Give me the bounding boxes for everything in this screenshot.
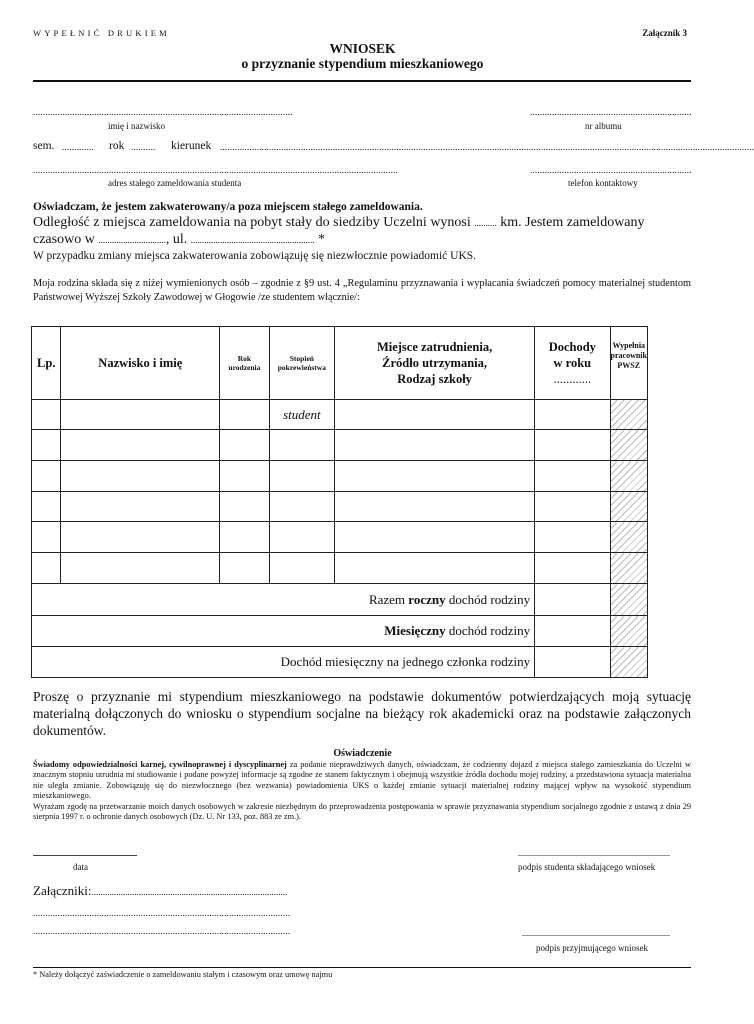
cell-lp[interactable] (32, 492, 61, 522)
attachments-line (33, 883, 287, 899)
cell-birth[interactable] (220, 461, 269, 492)
fill-instruction: WYPEŁNIĆ DRUKIEM (33, 28, 170, 38)
cell-name[interactable] (61, 430, 220, 461)
cell-name[interactable] (61, 553, 220, 584)
cell-workplace[interactable] (335, 492, 535, 522)
monthly-income-value[interactable] (535, 616, 610, 647)
attachment-field-2[interactable]: ......................................................................................................... (33, 908, 291, 918)
cell-workplace[interactable] (335, 553, 535, 584)
per-member-income-label: Dochód miesięczny na jednego członka rodziny (32, 647, 535, 678)
income-year-field[interactable]: ............ (553, 372, 592, 386)
cell-birth[interactable] (220, 522, 269, 553)
annual-income-row (32, 584, 648, 616)
cell-lp[interactable] (32, 430, 61, 461)
name-field[interactable]: .......................................................................................................... (33, 107, 293, 117)
header-income (535, 327, 610, 400)
monthly-income-row (32, 616, 648, 647)
change-notice: W przypadku zmiany miejsca zakwaterowania zobowiązuję się niezwłocznie powiadomić UKS. (33, 250, 477, 262)
cell-name[interactable] (61, 492, 220, 522)
footnote-marker: * (317, 232, 325, 247)
statement-bold-lead: Świadomy odpowiedzialności karnej, cywilnoprawnej i dyscyplinarnej (33, 760, 287, 769)
cell-staff (610, 430, 647, 461)
field-of-study-label: kierunek (171, 140, 212, 152)
cell-income[interactable] (535, 400, 610, 430)
header-income-label: Dochody w roku (548, 340, 596, 370)
header-staff-column: Wypełnia pracownik PWSZ (610, 327, 647, 400)
attachments-label: Załączniki: (33, 883, 92, 898)
table-row (32, 430, 648, 461)
cell-name[interactable] (61, 400, 220, 430)
cell-workplace[interactable] (335, 430, 535, 461)
annual-income-value[interactable] (535, 584, 610, 616)
distance-text: Odległość z miejsca zameldowania na pobyt stały do siedziby Uczelni wynosi (33, 215, 471, 230)
cell-staff (610, 522, 647, 553)
phone-field[interactable]: .................................................................. (530, 165, 692, 175)
per-member-income-row (32, 647, 648, 678)
cell-staff (610, 647, 647, 678)
year-field[interactable]: .......... (131, 142, 156, 152)
page-subtitle: o przyznanie stypendium mieszkaniowego (241, 56, 484, 71)
cell-workplace[interactable] (335, 461, 535, 492)
cell-birth[interactable] (220, 492, 269, 522)
cell-lp[interactable] (32, 400, 61, 430)
address-label: adres stałego zameldowania studenta (108, 178, 242, 188)
field-of-study-field[interactable]: .......................................................................................................................................................................................................................... (220, 142, 754, 152)
annual-income-label: Razem roczny dochód rodziny (32, 584, 535, 616)
cell-staff (610, 461, 647, 492)
header-name: Nazwisko i imię (61, 327, 220, 400)
cell-name[interactable] (61, 522, 220, 553)
cell-workplace[interactable] (335, 522, 535, 553)
cell-staff (610, 553, 647, 584)
page-title: WNIOSEK (329, 41, 396, 56)
temporary-address-line (33, 232, 325, 248)
receiver-signature-line[interactable] (522, 935, 670, 936)
cell-birth[interactable] (220, 553, 269, 584)
sem-field[interactable]: ............. (62, 142, 94, 152)
residence-declaration: Oświadczam, że jestem zakwaterowany/a poza miejscem stałego zameldowania. (33, 201, 423, 213)
cell-income[interactable] (535, 492, 610, 522)
date-label: data (73, 862, 88, 872)
temporary-text: czasowo w (33, 232, 95, 247)
data-consent: Wyrażam zgodę na przetwarzanie moich danych osobowych w zakresie niezbędnym do przeprowadzenia postępowania w sprawie przyznawania stypendium socjalnego zgodnie z ustawą z dnia 29 sierpnia 1997 r. o ochronie danych osobowych (Dz. U. Nr 133, poz. 883 ze zm.). (33, 801, 691, 822)
statement-title: Oświadczenie (333, 748, 392, 759)
table-row (32, 492, 648, 522)
distance-field[interactable]: .......... (474, 218, 497, 228)
attachment-number: Załącznik 3 (642, 28, 687, 38)
cell-lp[interactable] (32, 522, 61, 553)
cell-relation[interactable] (269, 553, 334, 584)
cell-staff (610, 616, 647, 647)
table-row (32, 553, 648, 584)
cell-staff (610, 584, 647, 616)
cell-income[interactable] (535, 430, 610, 461)
table-row (32, 400, 648, 430)
footnote: * Należy dołączyć zaświadczenie o zameldowaniu stałym i czasowym oraz umowę najmu (33, 970, 333, 979)
cell-income[interactable] (535, 522, 610, 553)
attachment-field-3[interactable]: ......................................................................................................... (33, 926, 291, 936)
cell-relation[interactable] (269, 461, 334, 492)
phone-label: telefon kontaktowy (568, 178, 638, 188)
distance-line (33, 215, 645, 231)
date-line[interactable] (33, 855, 137, 856)
sem-label: sem. (33, 140, 55, 152)
name-label: imię i nazwisko (108, 121, 165, 131)
cell-staff (610, 492, 647, 522)
cell-income[interactable] (535, 553, 610, 584)
temporary-city-field[interactable]: .............................. (98, 235, 166, 245)
cell-relation[interactable] (269, 492, 334, 522)
header-lp: Lp. (32, 327, 61, 400)
cell-relation-student: student (269, 400, 334, 430)
monthly-income-label: Miesięczny dochód rodziny (32, 616, 535, 647)
request-paragraph: Proszę o przyznanie mi stypendium mieszkaniowego na podstawie dokumentów potwierdzających moją sytuację materialną dołączonych do wniosku o stypendium socjalne na bieżący rok akademicki oraz na podstawie załączonych dokumentów. (33, 689, 691, 738)
header-relation: Stopień pokrewieństwa (269, 327, 334, 400)
cell-workplace[interactable] (335, 400, 535, 430)
family-intro: Moja rodzina składa się z niżej wymienionych osób – zgodnie z §9 ust. 4 „Regulaminu przyznawania i wypłacania świadczeń pomocy materialnej studentom Państwowej Wyższej Szkoły Zawodowej w Głogowie /ze studentem włącznie/: (33, 278, 691, 303)
table-row (32, 522, 648, 553)
cell-relation[interactable] (269, 522, 334, 553)
table-row (32, 461, 648, 492)
footer-divider (33, 967, 691, 968)
year-label: rok (109, 140, 125, 152)
student-signature-label: podpis studenta składającego wniosek (518, 862, 656, 872)
statement-body: za podanie nieprawdziwych danych, oświadczam, że codzienny dojazd z miejsca stałego zamieszkania do Uczelni w znacznym stopniu utrudnia mi studiowanie i podane powyżej informacje są zgodne ze stanem faktycznym i obejmują wszystkie źródła dochodu mojej rodziny, a przedstawiona sytuacja materialna nie uległa zmianie. Zobowiązuję się do niezwłocznego (bez wezwania) powiadomienia UKS o każdej zmianie sytuacji materialnej rodziny mającej wpływ na wysokość stypendium mieszkaniowego. (33, 760, 691, 801)
album-number-field[interactable]: .................................................................. (530, 107, 692, 117)
attachment-field-1[interactable]: ....................................................................................... (91, 887, 288, 897)
album-number-label: nr albumu (585, 121, 622, 131)
street-text: , ul. (165, 232, 188, 247)
cell-income[interactable] (535, 461, 610, 492)
cell-birth[interactable] (220, 430, 269, 461)
header-workplace: Miejsce zatrudnienia, Źródło utrzymania, Rodzaj szkoły (335, 327, 535, 400)
street-field[interactable]: ....................................................... (190, 235, 315, 245)
statement-text (33, 760, 691, 822)
per-member-income-value[interactable] (535, 647, 610, 678)
distance-unit-text: km. Jestem zameldowany (500, 215, 645, 230)
family-table (31, 326, 648, 678)
address-field[interactable]: ..................................................................................................................................................... (33, 165, 399, 175)
header-birth-year: Rok urodzenia (220, 327, 269, 400)
cell-birth[interactable] (220, 400, 269, 430)
cell-relation[interactable] (269, 430, 334, 461)
student-signature-line[interactable] (518, 855, 670, 856)
cell-name[interactable] (61, 461, 220, 492)
header-divider (33, 80, 691, 82)
receiver-signature-label: podpis przyjmującego wniosek (536, 943, 648, 953)
cell-lp[interactable] (32, 461, 61, 492)
cell-lp[interactable] (32, 553, 61, 584)
cell-staff (610, 400, 647, 430)
